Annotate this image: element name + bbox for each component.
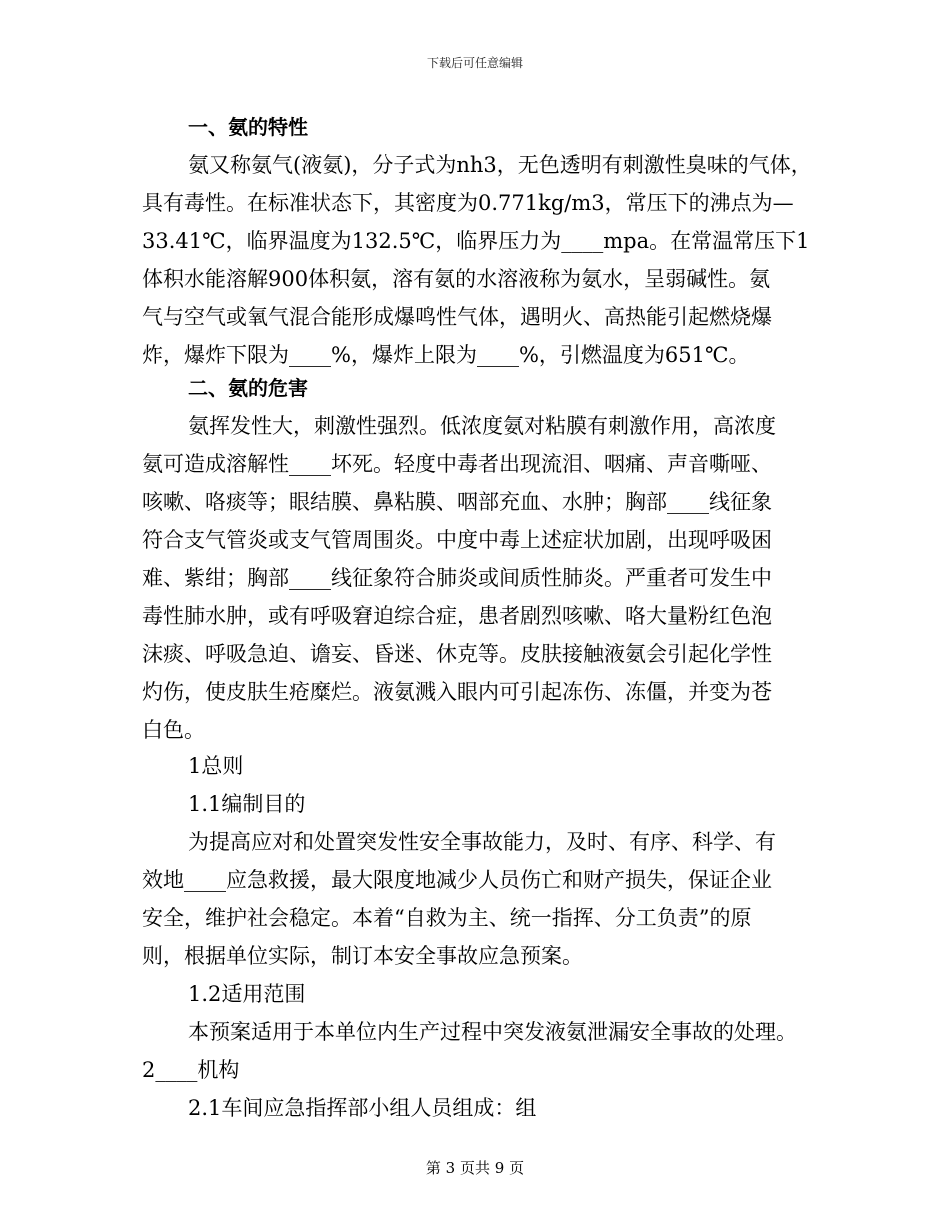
paragraph-line: 安全，维护社会稳定。本着“自救为主、统一指挥、分工负责”的原	[142, 906, 752, 930]
paragraph-line: 氨又称氨气(液氨)，分子式为nh3，无色透明有刺激性臭味的气体，	[188, 153, 812, 177]
paragraph-line: 毒性肺水肿，或有呼吸窘迫综合症，患者剧烈咳嗽、咯大量粉红色泡	[142, 604, 772, 628]
paragraph-line: 灼伤，使皮肤生疮糜烂。液氨溅入眼内可引起冻伤、冻僵，并变为苍	[142, 680, 772, 704]
paragraph-line: 则，根据单位实际，制订本安全事故应急预案。	[142, 944, 583, 968]
paragraph-line: 本预案适用于本单位内生产过程中突发液氨泄漏安全事故的处理。	[188, 1020, 797, 1044]
paragraph-line: 氨可造成溶解性____坏死。轻度中毒者出现流泪、咽痛、声音嘶哑、	[142, 452, 772, 476]
section-organization: 2____机构	[142, 1058, 240, 1082]
paragraph-line: 沫痰、呼吸急迫、谵妄、昏迷、休克等。皮肤接触液氨会引起化学性	[142, 642, 772, 666]
heading-ammonia-properties: 一、氨的特性	[188, 115, 308, 139]
section-command-team: 2.1车间应急指挥部小组人员组成：组	[188, 1096, 537, 1120]
section-scope: 1.2适用范围	[188, 982, 306, 1006]
heading-ammonia-hazards: 二、氨的危害	[188, 376, 308, 400]
paragraph-line: 体积水能溶解900体积氨，溶有氨的水溶液称为氨水，呈弱碱性。氨	[142, 267, 771, 291]
paragraph-line: 难、紫绀；胸部____线征象符合肺炎或间质性肺炎。严重者可发生中	[142, 566, 772, 590]
paragraph-line: 氨挥发性大，刺激性强烈。低浓度氨对粘膜有刺激作用，高浓度	[188, 414, 776, 438]
paragraph-line: 炸，爆炸下限为____%，爆炸上限为____%，引燃温度为651℃。	[142, 343, 750, 367]
paragraph-line: 咳嗽、咯痰等；眼结膜、鼻粘膜、咽部充血、水肿；胸部____线征象	[142, 490, 772, 514]
paragraph-line: 白色。	[142, 718, 205, 742]
paragraph-line: 33.41℃，临界温度为132.5℃，临界压力为____mpa。在常温常压下1	[142, 229, 810, 253]
page-footer: 第 3 页共 9 页	[425, 1159, 525, 1177]
paragraph-line: 效地____应急救援，最大限度地减少人员伤亡和财产损失，保证企业	[142, 868, 772, 892]
page-header: 下载后可任意编辑	[426, 56, 523, 70]
paragraph-line: 符合支气管炎或支气管周围炎。中度中毒上述症状加剧，出现呼吸困	[142, 528, 772, 552]
section-purpose: 1.1编制目的	[188, 792, 306, 816]
paragraph-line: 具有毒性。在标准状态下，其密度为0.771kg/m3，常压下的沸点为—	[142, 191, 794, 215]
section-general: 1总则	[188, 754, 244, 778]
paragraph-line: 气与空气或氧气混合能形成爆鸣性气体，遇明火、高热能引起燃烧爆	[142, 305, 772, 329]
paragraph-line: 为提高应对和处置突发性安全事故能力，及时、有序、科学、有	[188, 830, 776, 854]
